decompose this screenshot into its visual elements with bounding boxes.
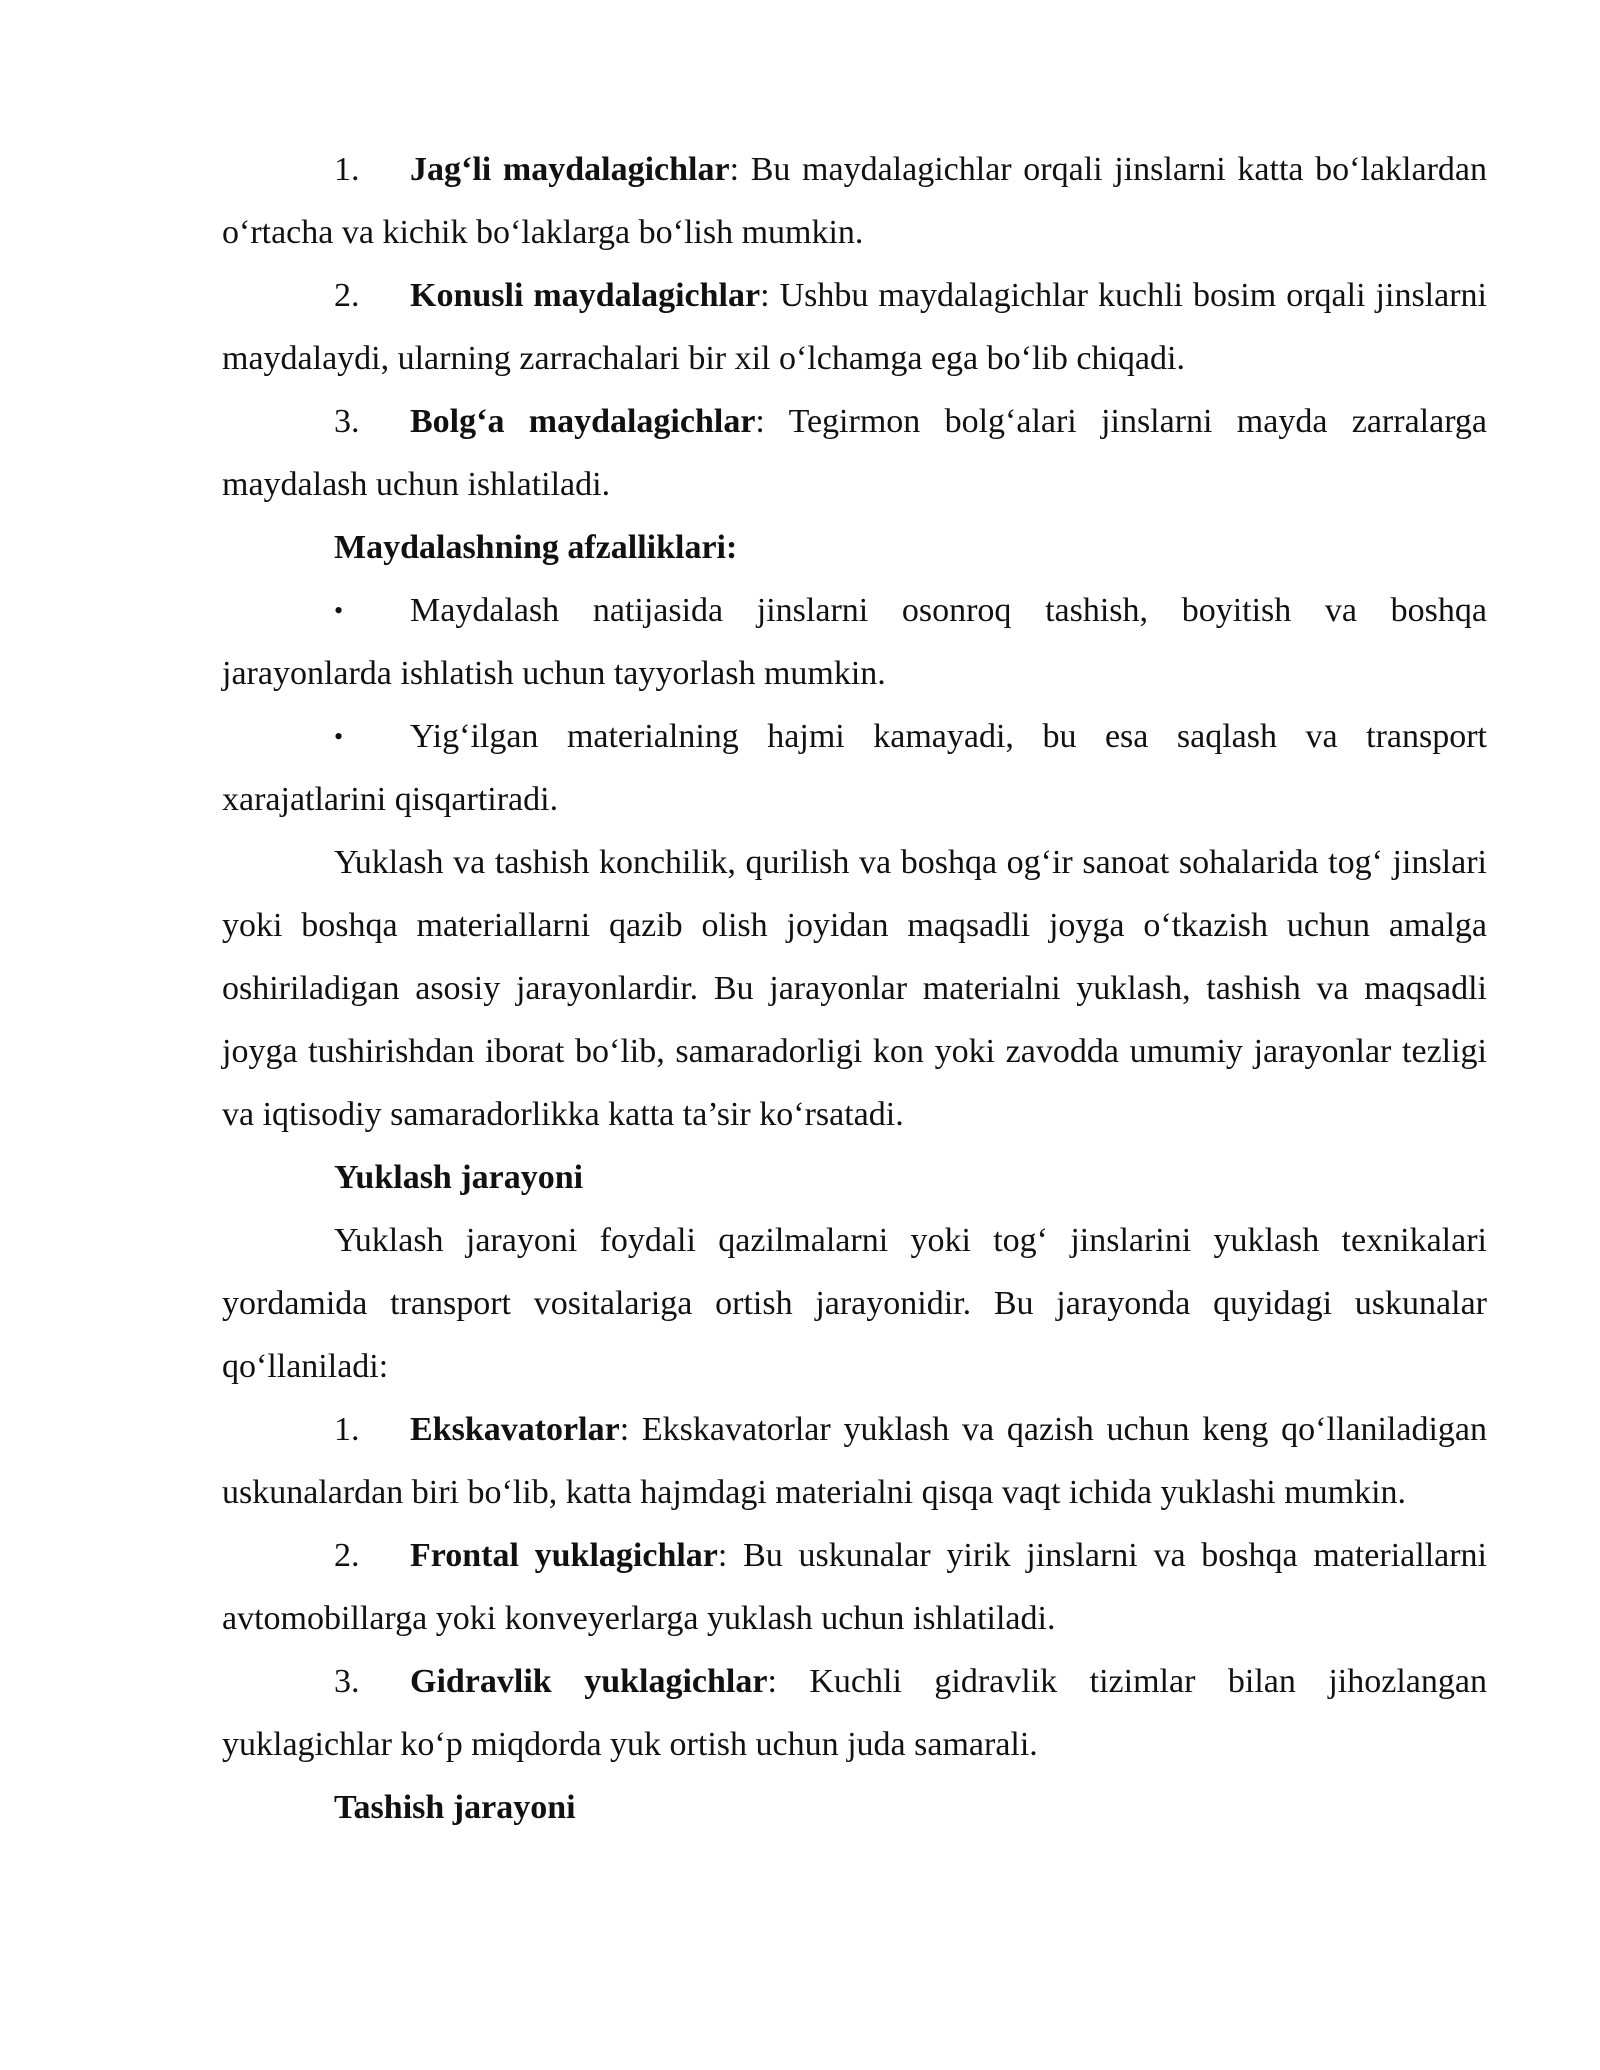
list-number: 3.: [334, 403, 360, 440]
list-item: [222, 1398, 1487, 1524]
bullet-text: Yig‘ilgan materialning hajmi kamayadi, bu esa saqlash va transport xarajatlarini qisqartiradi.: [222, 718, 1487, 818]
list-number: 1.: [334, 151, 360, 188]
advantages-heading: Maydalashning afzalliklari:: [334, 529, 738, 566]
bullet-text: Maydalash natijasida jinslarni osonroq tashish, boyitish va boshqa jarayonlarda ishlatish uchun tayyorlash mumkin.: [222, 592, 1487, 692]
list-item: [222, 264, 1487, 390]
list-text: : Tegirmon bolg‘alari jinslarni mayda zarralarga maydalash uchun ishlatiladi.: [222, 403, 1487, 503]
list-number: 3.: [334, 1663, 360, 1700]
list-term: Konusli maydalagichlar: [410, 277, 761, 314]
bullet-item: [222, 705, 1487, 831]
list-item: [222, 138, 1487, 264]
list-number: 1.: [334, 1411, 360, 1448]
list-text: : Kuchli gidravlik tizimlar bilan jihozlangan yuklagichlar ko‘p miqdorda yuk ortish uchun juda samarali.: [222, 1663, 1487, 1763]
loading-heading: Yuklash jarayoni: [334, 1159, 584, 1196]
list-item: [222, 390, 1487, 516]
bullet-item: [222, 579, 1487, 705]
list-term: Gidravlik yuklagichlar: [410, 1663, 768, 1700]
list-text: : Bu uskunalar yirik jinslarni va boshqa materiallarni avtomobillarga yoki konveyerlarga yuklash uchun ishlatiladi.: [222, 1537, 1487, 1637]
list-text: : Bu maydalagichlar orqali jinslarni katta bo‘laklardan o‘rtacha va kichik bo‘laklarga bo‘lish mumkin.: [222, 151, 1487, 251]
list-number: 2.: [334, 1537, 360, 1574]
list-term: Jag‘li maydalagichlar: [410, 151, 730, 188]
bullet-icon: •: [334, 596, 344, 625]
list-item: [222, 1650, 1487, 1776]
list-term: Frontal yuklagichlar: [410, 1537, 718, 1574]
bullet-icon: •: [334, 722, 344, 751]
loading-paragraph: Yuklash jarayoni foydali qazilmalarni yoki tog‘ jinslarini yuklash texnikalari yordamida transport vositalariga ortish jarayonidir. Bu jarayonda quyidagi uskunalar qo‘llaniladi:: [222, 1222, 1487, 1385]
list-number: 2.: [334, 277, 360, 314]
list-item: [222, 1524, 1487, 1650]
list-term: Bolg‘a maydalagichlar: [410, 403, 756, 440]
list-term: Ekskavatorlar: [410, 1411, 620, 1448]
list-text: : Ekskavatorlar yuklash va qazish uchun keng qo‘llaniladigan uskunalardan biri bo‘lib, katta hajmdagi materialni qisqa vaqt ichida yuklashi mumkin.: [222, 1411, 1487, 1511]
transport-heading: Tashish jarayoni: [334, 1789, 576, 1826]
list-text: : Ushbu maydalagichlar kuchli bosim orqali jinslarni maydalaydi, ularning zarrachalari bir xil o‘lchamga ega bo‘lib chiqadi.: [222, 277, 1487, 377]
document-body: [222, 138, 1487, 1839]
intro-paragraph: Yuklash va tashish konchilik, qurilish va boshqa og‘ir sanoat sohalarida tog‘ jinslari yoki boshqa materiallarni qazib olish joyidan maqsadli joyga o‘tkazish uchun amalga oshiriladigan asosiy jarayonlardir. Bu jarayonlar materialni yuklash, tashish va maqsadli joyga tushirishdan iborat bo‘lib, samaradorligi kon yoki zavodda umumiy jarayonlar tezligi va iqtisodiy samaradorlikka katta ta’sir ko‘rsatadi.: [222, 844, 1487, 1133]
